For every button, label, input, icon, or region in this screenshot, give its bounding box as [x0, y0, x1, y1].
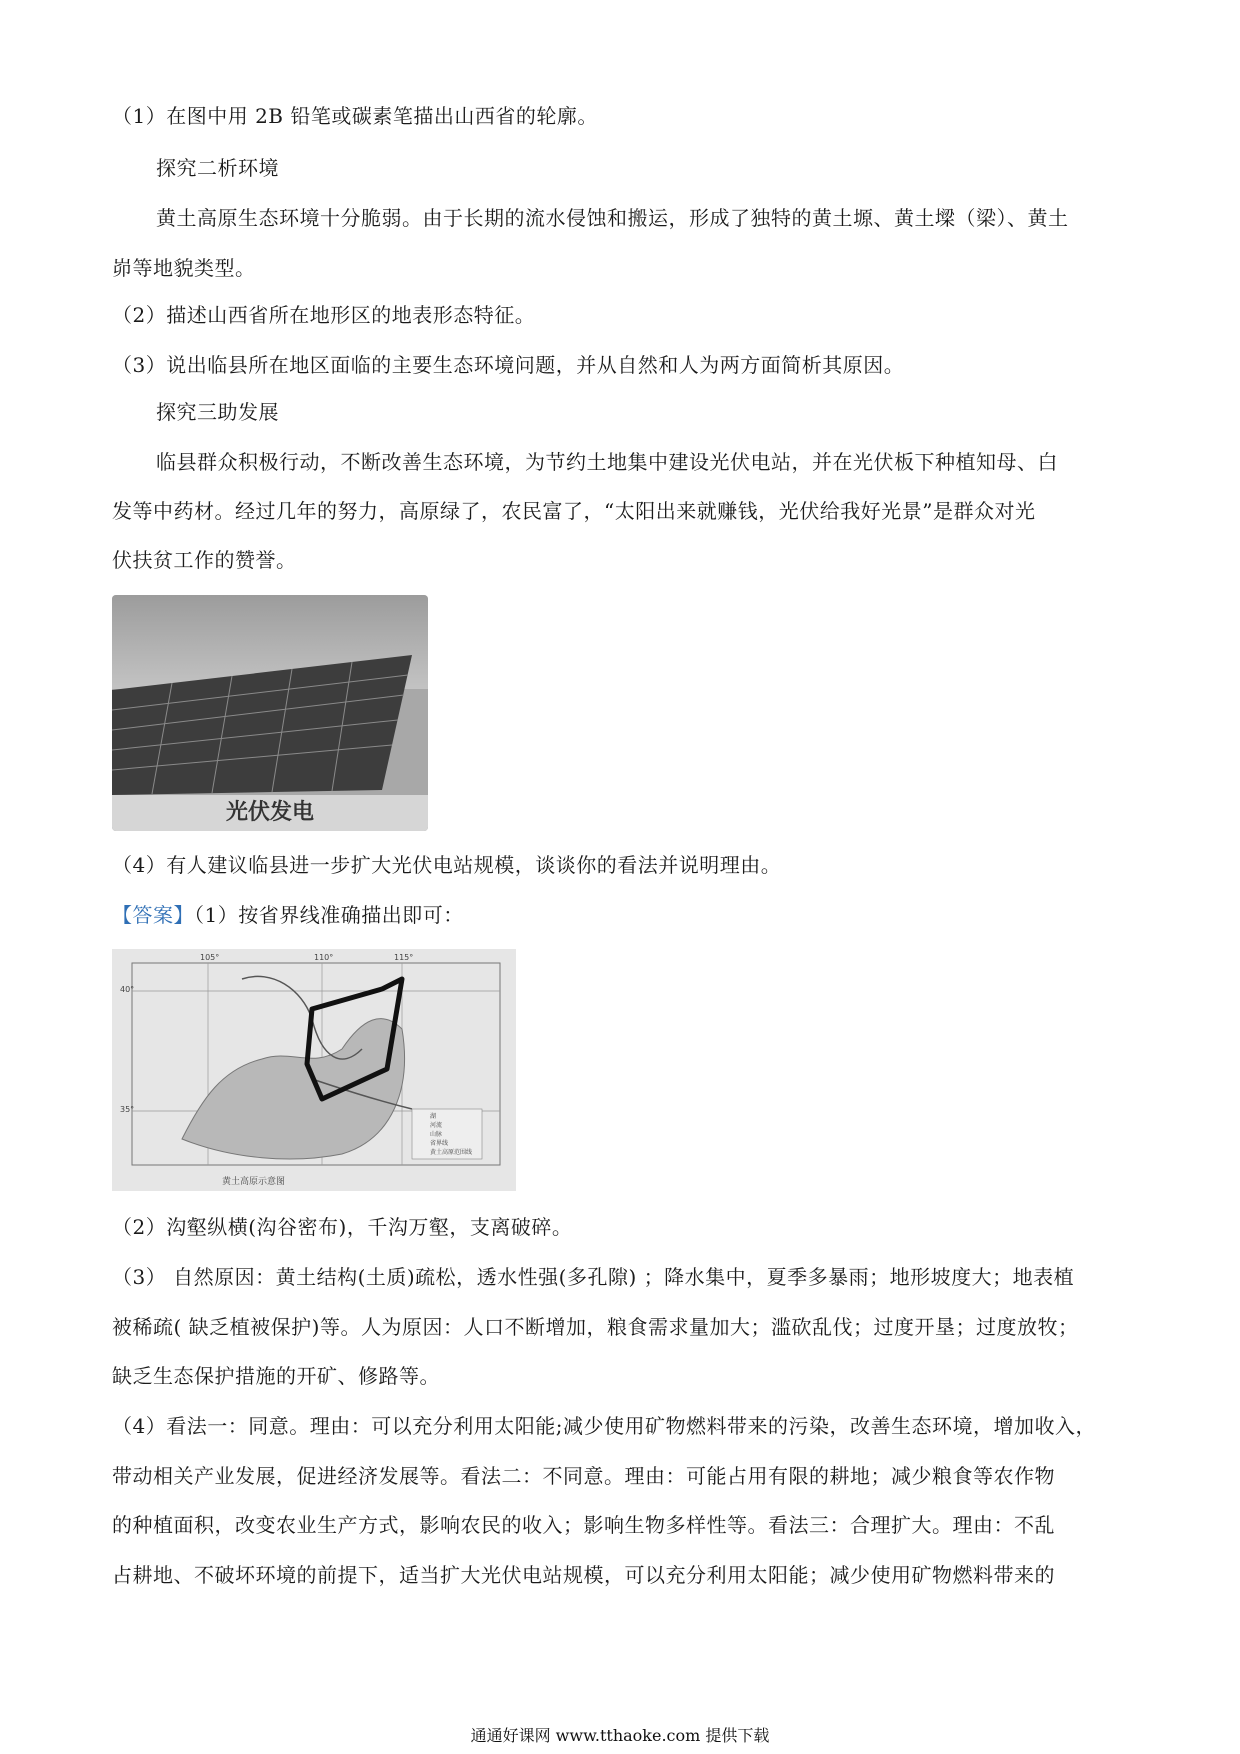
- map-legend-item: 湖: [430, 1113, 437, 1120]
- solar-power-photo: [112, 595, 428, 831]
- answer-tag: 【答案】: [112, 903, 194, 927]
- answer-4-line-3: 的种植面积，改变农业生产方式，影响农民的收入；影响生物多样性等。看法三：合理扩大。理由：不乱: [112, 1513, 1055, 1537]
- section-3-para-line-3: 伏扶贫工作的赞誉。: [112, 548, 297, 572]
- section-2-para-line-1: 黄土高原生态环境十分脆弱。由于长期的流水侵蚀和搬运，形成了独特的黄土塬、黄土墚（梁）、黄土: [156, 206, 1069, 230]
- map-lon-110: 110°: [314, 953, 334, 962]
- map-legend-item: 河流: [430, 1122, 443, 1129]
- photo-caption: 光伏发电: [112, 795, 428, 831]
- answer-3-line-1: （3） 自然原因：黄土结构(土质)疏松，透水性强(多孔隙) ；降水集中，夏季多暴雨；地形坡度大；地表植: [112, 1265, 1075, 1289]
- answer-4-line-2: 带动相关产业发展，促进经济发展等。看法二：不同意。理由：可能占用有限的耕地；减少粮食等农作物: [112, 1464, 1055, 1488]
- map-lat-40: 40°: [120, 985, 135, 994]
- section-3-para-line-2: 发等中药材。经过几年的努力，高原绿了，农民富了，“太阳出来就赚钱，光伏给我好光景”是群众对光: [112, 499, 1036, 523]
- section-3-para-line-1: 临县群众积极行动，不断改善生态环境，为节约土地集中建设光伏电站，并在光伏板下种植知母、白: [156, 450, 1058, 474]
- question-2: （2）描述山西省所在地形区的地表形态特征。: [112, 303, 536, 327]
- answer-1-text: （1）按省界线准确描出即可：: [194, 903, 464, 927]
- answer-4-line-4: 占耕地、不破坏环境的前提下，适当扩大光伏电站规模，可以充分利用太阳能；减少使用矿物燃料带来的: [112, 1563, 1055, 1587]
- section-2-para-line-2: 峁等地貌类型。: [112, 256, 256, 280]
- question-4: （4）有人建议临县进一步扩大光伏电站规模，谈谈你的看法并说明理由。: [112, 853, 782, 877]
- answer-1: [112, 901, 464, 929]
- answer-4-line-1: （4）看法一：同意。理由：可以充分利用太阳能;减少使用矿物燃料带来的污染，改善生态环境，增加收入，: [112, 1414, 1096, 1438]
- map-lon-115: 115°: [394, 953, 414, 962]
- answer-2: （2）沟壑纵横(沟谷密布)，千沟万壑，支离破碎。: [112, 1215, 573, 1239]
- map-legend-item: 山脉: [430, 1131, 443, 1138]
- section-3-title: 探究三助发展: [156, 400, 279, 424]
- section-2-title: 探究二析环境: [156, 156, 279, 180]
- map-legend: [430, 1112, 472, 1157]
- loess-plateau-map: [112, 949, 516, 1191]
- map-title: 黄土高原示意图: [222, 1177, 286, 1187]
- answer-3-line-2: 被稀疏( 缺乏植被保护)等。人为原因：人口不断增加，粮食需求量加大；滥砍乱伐；过度开垦；过度放牧；: [112, 1315, 1079, 1339]
- map-lat-35: 35°: [120, 1105, 135, 1114]
- map-legend-item: 黄土高原范围线: [430, 1149, 473, 1156]
- map-legend-item: 省界线: [430, 1140, 449, 1147]
- question-1: （1）在图中用 2B 铅笔或碳素笔描出山西省的轮廓。: [112, 104, 598, 128]
- question-3: （3）说出临县所在地区面临的主要生态环境问题，并从自然和人为两方面简析其原因。: [112, 353, 905, 377]
- footer-source: 通通好课网 www.tthaoke.com 提供下载: [470, 1726, 770, 1745]
- map-lon-105: 105°: [200, 953, 220, 962]
- answer-3-line-3: 缺乏生态保护措施的开矿、修路等。: [112, 1364, 440, 1388]
